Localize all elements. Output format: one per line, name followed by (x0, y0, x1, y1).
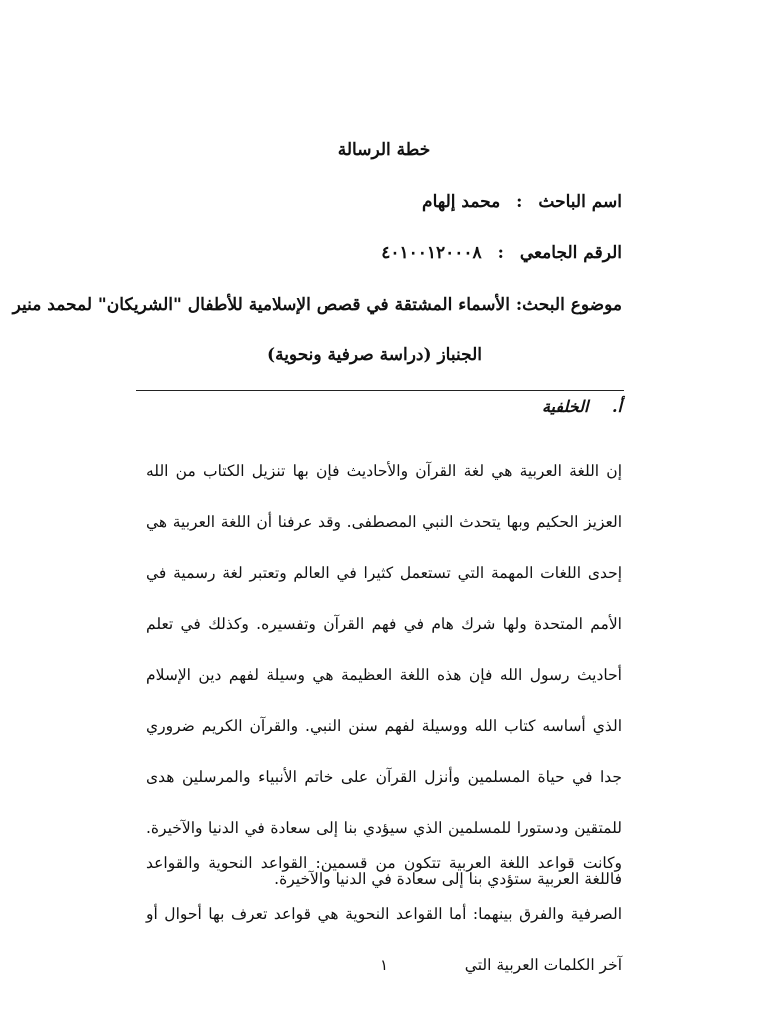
topic-text-continued: الجنباز (دراسة صرفية ونحوية) (267, 345, 482, 365)
section-heading (542, 397, 622, 416)
topic-line-continued (130, 345, 622, 365)
paragraph-text: وكانت قواعد اللغة العربية تتكون من قسمين: القواعد النحوية والقواعد الصرفية والفرق بينهما: أما القواعد النحوية هي قواعد تعرف بها أحوال أو آخر الكلمات العربية التي (146, 854, 622, 974)
header-divider (136, 390, 624, 391)
researcher-label: اسم الباحث (538, 192, 622, 212)
topic-text: الأسماء المشتقة في قصص الإسلامية للأطفال "الشريكان" لمحمد منير (12, 295, 510, 315)
topic-label: موضوع البحث: (515, 295, 622, 315)
document-title: خطة الرسالة (337, 140, 431, 160)
student-id-line (130, 243, 622, 263)
page-number: ١ (379, 956, 389, 974)
paragraph-text: إن اللغة العربية هي لغة القرآن والأحاديث فإن بها تنزيل الكتاب من الله العزيز الحكيم وبها يتحدث النبي المصطفى. وقد عرفنا أن اللغة العربية هي إحدى اللغات المهمة التي تستعمل كثيرا في العالم وتعتبر لغة رسمية في الأمم المتحدة ولها شرك هام في فهم القرآن وتفسيره. وكذلك في تعلم أحاديث رسول الله فإن هذه اللغة العظيمة هي وسيلة لفهم دين الإسلام الذي أساسه كتاب الله ووسيلة لفهم سنن النبي. والقرآن الكريم ضروري جدا في حياة المسلمين وأنزل القرآن على خاتم الأنبياء والمرسلين هدى للمتقين ودستورا للمسلمين الذي سيؤدي بنا إلى سعادة في الدنيا والآخيرة. فاللغة العربية ستؤدي بنا إلى سعادة في الدنيا والآخيرة. (146, 462, 622, 888)
researcher-line (130, 192, 622, 212)
student-id-separator: : (497, 243, 504, 263)
researcher-name: محمد إلهام (422, 192, 501, 212)
researcher-separator: : (516, 192, 523, 212)
section-title: الخلفية (541, 397, 589, 416)
student-id-label: الرقم الجامعي (519, 243, 622, 263)
topic-line (12, 295, 622, 315)
background-paragraph (146, 446, 622, 905)
student-id-value: ٤٠١٠٠١٢٠٠٠٨ (381, 243, 482, 263)
section-number: أ. (611, 397, 622, 416)
